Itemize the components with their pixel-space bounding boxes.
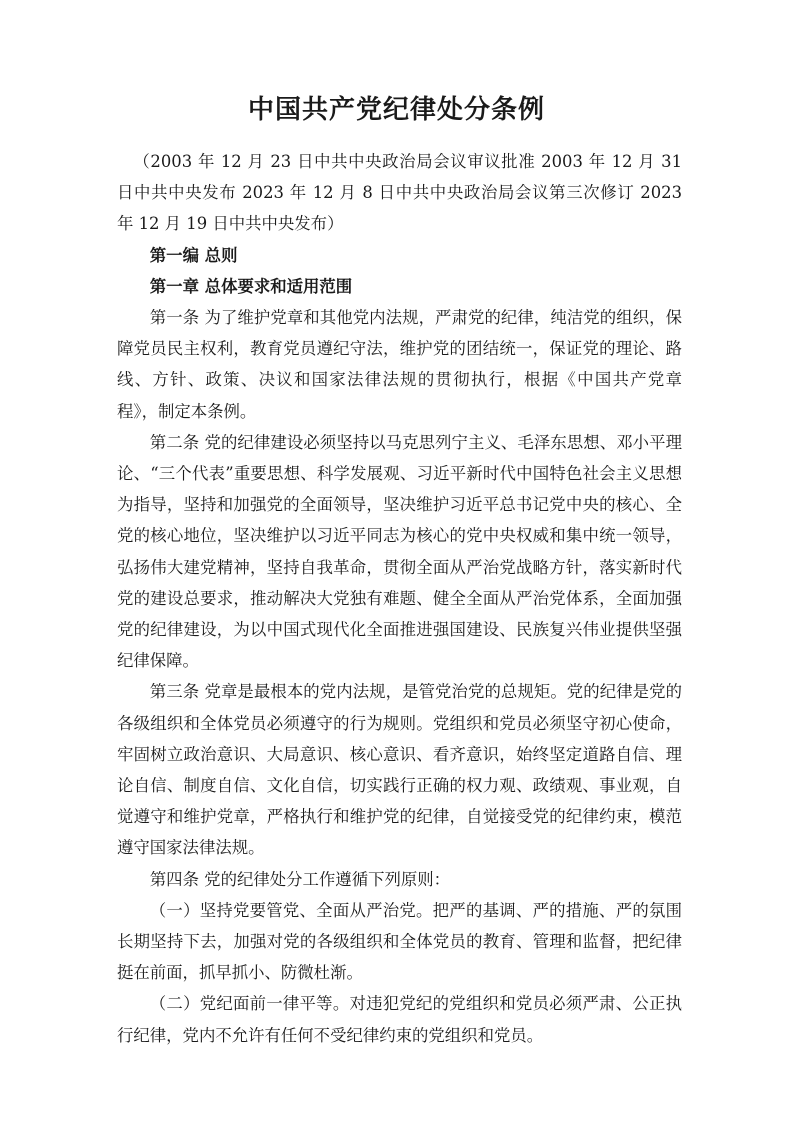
article-2: 第二条 党的纪律建设必须坚持以马克思列宁主义、毛泽东思想、邓小平理论、“三个代表”重要思想、科学发展观、习近平新时代中国特色社会主义思想为指导，坚持和加强党的全面领导，坚决维护习近平总书记党中央的核心、全党的核心地位，坚决维护以习近平同志为核心的党中央权威和集中统一领导，弘扬伟大建党精神，坚持自我革命，贯彻全面从严治党战略方针，落实新时代党的建设总要求，推动解决大党独有难题、健全全面从严治党体系，全面加强党的纪律建设，为以中国式现代化全面推进强国建设、民族复兴伟业提供坚强纪律保障。 xyxy=(117,432,682,671)
article-3: 第三条 党章是最根本的党内法规，是管党治党的总规矩。党的纪律是党的各级组织和全体党员必须遵守的行为规则。党组织和党员必须坚守初心使命，牢固树立政治意识、大局意识、核心意识、看齐意识，始终坚定道路自信、理论自信、制度自信、文化自信，切实践行正确的权力观、政绩观、事业观，自觉遵守和维护党章，严格执行和维护党的纪律，自觉接受党的纪律约束，模范遵守国家法律法规。 xyxy=(117,682,682,858)
article-4: 第四条 党的纪律处分工作遵循下列原则： xyxy=(149,869,451,889)
chapter-heading: 第一章 总体要求和适用范围 xyxy=(149,276,353,296)
article-1: 第一条 为了维护党章和其他党内法规，严肃党的纪律，纯洁党的组织，保障党员民主权利，教育党员遵纪守法，维护党的团结统一，保证党的理论、路线、方针、政策、决议和国家法律法规的贯彻执行，根据《中国共产党章程》，制定本条例。 xyxy=(117,308,682,421)
part-heading: 第一编 总则 xyxy=(149,245,238,265)
article-4-item-1: （一）坚持党要管党、全面从严治党。把严的基调、严的措施、严的氛围长期坚持下去，加强对党的各级组织和全体党员的教育、管理和监督，把纪律挺在前面，抓早抓小、防微杜渐。 xyxy=(117,900,682,983)
article-4-item-2: （二）党纪面前一律平等。对违犯党纪的党组织和党员必须严肃、公正执行纪律，党内不允许有任何不受纪律约束的党组织和党员。 xyxy=(117,994,682,1045)
document-body xyxy=(117,146,682,1051)
document-title: 中国共产党纪律处分条例 xyxy=(247,95,545,125)
document-subtitle: （2003 年 12 月 23 日中共中央政治局会议审议批准 2003 年 12 月 31 日中共中央发布 2023 年 12 月 8 日中共中央政治局会议第三次修订 2023 年 12 月 19 日中共中央发布） xyxy=(117,152,682,234)
